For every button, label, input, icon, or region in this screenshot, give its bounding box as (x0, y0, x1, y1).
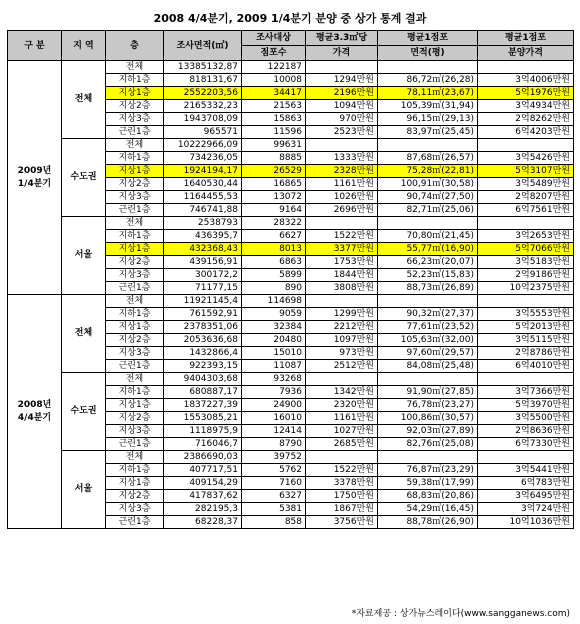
avg-price-cell: 2억9186만원 (478, 269, 574, 282)
avg-area-cell: 88,78㎡(26,90) (378, 516, 478, 529)
price-per-3-3-cell: 2320만원 (306, 399, 378, 412)
floor-cell: 지하1층 (106, 386, 164, 399)
count-cell: 93268 (242, 373, 306, 386)
count-cell: 21563 (242, 100, 306, 113)
price-per-3-3-cell: 1867만원 (306, 503, 378, 516)
area-cell: 716046,7 (164, 438, 242, 451)
price-per-3-3-cell: 970만원 (306, 113, 378, 126)
floor-cell: 지상3층 (106, 347, 164, 360)
region-label: 서울 (62, 451, 106, 529)
floor-cell: 지하1층 (106, 464, 164, 477)
avg-price-cell (478, 451, 574, 464)
price-per-3-3-cell: 1753만원 (306, 256, 378, 269)
price-per-3-3-cell: 2523만원 (306, 126, 378, 139)
price-per-3-3-cell: 2696만원 (306, 204, 378, 217)
price-per-3-3-cell (306, 451, 378, 464)
floor-cell: 전체 (106, 373, 164, 386)
price-per-3-3-cell (306, 139, 378, 152)
avg-area-cell (378, 373, 478, 386)
floor-cell: 전체 (106, 217, 164, 230)
report-title: 2008 4/4분기, 2009 1/4분기 분양 중 상가 통계 결과 (153, 12, 427, 25)
avg-price-cell: 3억5489만원 (478, 178, 574, 191)
price-per-3-3-cell (306, 61, 378, 74)
avg-price-cell: 3억5441만원 (478, 464, 574, 477)
price-per-3-3-cell: 3756만원 (306, 516, 378, 529)
avg-area-cell: 100,86㎡(30,57) (378, 412, 478, 425)
header-price33-l1: 평균3.3㎡당 (306, 31, 378, 46)
avg-area-cell: 83,97㎡(25,45) (378, 126, 478, 139)
period-label: 2008년 4/4분기 (8, 295, 62, 529)
floor-cell: 지상1층 (106, 87, 164, 100)
area-cell: 965571 (164, 126, 242, 139)
avg-price-cell: 3억5183만원 (478, 256, 574, 269)
header-avgarea-l1: 평균1점포 (378, 31, 478, 46)
count-cell: 6327 (242, 490, 306, 503)
avg-price-cell: 6억4203만원 (478, 126, 574, 139)
header-area: 조사면적(㎡) (164, 31, 242, 61)
count-cell: 13072 (242, 191, 306, 204)
avg-price-cell: 3억4934만원 (478, 100, 574, 113)
area-cell: 9404303,68 (164, 373, 242, 386)
count-cell: 122187 (242, 61, 306, 74)
avg-price-cell: 3억5115만원 (478, 334, 574, 347)
header-count-l2: 점포수 (242, 46, 306, 61)
price-per-3-3-cell: 3808만원 (306, 282, 378, 295)
avg-area-cell: 78,11㎡(23,67) (378, 87, 478, 100)
price-per-3-3-cell: 2212만원 (306, 321, 378, 334)
header-avgprice-l1: 평균1점포 (478, 31, 574, 46)
area-cell: 2538793 (164, 217, 242, 230)
price-per-3-3-cell: 1026만원 (306, 191, 378, 204)
price-per-3-3-cell: 1294만원 (306, 74, 378, 87)
floor-cell: 지상2층 (106, 256, 164, 269)
avg-price-cell: 10억2375만원 (478, 282, 574, 295)
avg-price-cell: 3억7366만원 (478, 386, 574, 399)
avg-price-cell: 2억8636만원 (478, 425, 574, 438)
floor-cell: 지상2층 (106, 412, 164, 425)
avg-price-cell: 6억783만원 (478, 477, 574, 490)
price-per-3-3-cell: 2196만원 (306, 87, 378, 100)
header-price33-l2: 가격 (306, 46, 378, 61)
price-per-3-3-cell: 1844만원 (306, 269, 378, 282)
count-cell: 15863 (242, 113, 306, 126)
area-cell: 2165332,23 (164, 100, 242, 113)
floor-cell: 지상2층 (106, 178, 164, 191)
avg-price-cell (478, 373, 574, 386)
floor-cell: 전체 (106, 61, 164, 74)
count-cell: 7160 (242, 477, 306, 490)
avg-price-cell: 2억8786만원 (478, 347, 574, 360)
avg-price-cell: 6억7561만원 (478, 204, 574, 217)
floor-cell: 근린1층 (106, 204, 164, 217)
price-per-3-3-cell (306, 373, 378, 386)
price-per-3-3-cell: 1161만원 (306, 178, 378, 191)
avg-area-cell: 84,08㎡(25,48) (378, 360, 478, 373)
table-row (8, 217, 574, 230)
table-body (8, 61, 574, 529)
region-label: 서울 (62, 217, 106, 295)
floor-cell: 지상3층 (106, 113, 164, 126)
floor-cell: 지상3층 (106, 269, 164, 282)
floor-cell: 지상2층 (106, 100, 164, 113)
count-cell: 9059 (242, 308, 306, 321)
region-label: 전체 (62, 61, 106, 139)
floor-cell: 근린1층 (106, 282, 164, 295)
area-cell: 11921145,4 (164, 295, 242, 308)
area-cell: 407717,51 (164, 464, 242, 477)
floor-cell: 지상3층 (106, 191, 164, 204)
avg-price-cell (478, 61, 574, 74)
avg-area-cell: 87,68㎡(26,57) (378, 152, 478, 165)
avg-area-cell: 86,72㎡(26,28) (378, 74, 478, 87)
count-cell: 32384 (242, 321, 306, 334)
price-per-3-3-cell: 2512만원 (306, 360, 378, 373)
avg-area-cell: 68,83㎡(20,86) (378, 490, 478, 503)
avg-price-cell: 3억5426만원 (478, 152, 574, 165)
count-cell: 15010 (242, 347, 306, 360)
avg-area-cell: 82,71㎡(25,06) (378, 204, 478, 217)
count-cell: 114698 (242, 295, 306, 308)
count-cell: 5762 (242, 464, 306, 477)
area-cell: 68228,37 (164, 516, 242, 529)
floor-cell: 지하1층 (106, 230, 164, 243)
avg-price-cell: 3억5500만원 (478, 412, 574, 425)
floor-cell: 근린1층 (106, 438, 164, 451)
avg-price-cell: 2억8207만원 (478, 191, 574, 204)
area-cell: 1640530,44 (164, 178, 242, 191)
period-label: 2009년 1/4분기 (8, 61, 62, 295)
area-cell: 1924194,17 (164, 165, 242, 178)
avg-price-cell: 3억2653만원 (478, 230, 574, 243)
area-cell: 2552203,56 (164, 87, 242, 100)
avg-area-cell: 88,73㎡(26,89) (378, 282, 478, 295)
area-cell: 409154,29 (164, 477, 242, 490)
price-per-3-3-cell: 1097만원 (306, 334, 378, 347)
area-cell: 1432866,4 (164, 347, 242, 360)
header-count-l1: 조사대상 (242, 31, 306, 46)
avg-area-cell (378, 139, 478, 152)
area-cell: 1118975,9 (164, 425, 242, 438)
area-cell: 1837227,39 (164, 399, 242, 412)
floor-cell: 지상3층 (106, 425, 164, 438)
region-label: 수도권 (62, 373, 106, 451)
area-cell: 417837,62 (164, 490, 242, 503)
avg-area-cell: 96,15㎡(29,13) (378, 113, 478, 126)
area-cell: 282195,3 (164, 503, 242, 516)
count-cell: 39752 (242, 451, 306, 464)
header-avgarea-l2: 면적(평) (378, 46, 478, 61)
count-cell: 6627 (242, 230, 306, 243)
floor-cell: 전체 (106, 451, 164, 464)
floor-cell: 지상1층 (106, 477, 164, 490)
count-cell: 24900 (242, 399, 306, 412)
count-cell: 5899 (242, 269, 306, 282)
table-row (8, 61, 574, 74)
avg-area-cell: 52,23㎡(15,83) (378, 269, 478, 282)
area-cell: 922393,15 (164, 360, 242, 373)
floor-cell: 전체 (106, 139, 164, 152)
avg-area-cell: 76,87㎡(23,29) (378, 464, 478, 477)
avg-area-cell: 70,80㎡(21,45) (378, 230, 478, 243)
area-cell: 10222966,09 (164, 139, 242, 152)
count-cell: 16010 (242, 412, 306, 425)
area-cell: 2386690,03 (164, 451, 242, 464)
table-row (8, 139, 574, 152)
avg-price-cell: 3억724만원 (478, 503, 574, 516)
avg-price-cell: 6억7330만원 (478, 438, 574, 451)
area-cell: 432368,43 (164, 243, 242, 256)
avg-price-cell: 5억3107만원 (478, 165, 574, 178)
count-cell: 8790 (242, 438, 306, 451)
avg-area-cell: 105,39㎡(31,94) (378, 100, 478, 113)
avg-price-cell: 2억8262만원 (478, 113, 574, 126)
avg-area-cell: 100,91㎡(30,58) (378, 178, 478, 191)
area-cell: 300172,2 (164, 269, 242, 282)
floor-cell: 지하1층 (106, 74, 164, 87)
avg-area-cell: 91,90㎡(27,85) (378, 386, 478, 399)
price-per-3-3-cell: 3378만원 (306, 477, 378, 490)
count-cell: 26529 (242, 165, 306, 178)
price-per-3-3-cell: 1342만원 (306, 386, 378, 399)
avg-area-cell: 54,29㎡(16,45) (378, 503, 478, 516)
area-cell: 734236,05 (164, 152, 242, 165)
avg-price-cell: 6억4010만원 (478, 360, 574, 373)
area-cell: 818131,67 (164, 74, 242, 87)
price-per-3-3-cell: 2685만원 (306, 438, 378, 451)
floor-cell: 근린1층 (106, 360, 164, 373)
avg-area-cell: 76,78㎡(23,27) (378, 399, 478, 412)
area-cell: 746741,88 (164, 204, 242, 217)
count-cell: 99631 (242, 139, 306, 152)
avg-area-cell (378, 61, 478, 74)
price-per-3-3-cell: 1161만원 (306, 412, 378, 425)
count-cell: 12414 (242, 425, 306, 438)
count-cell: 11596 (242, 126, 306, 139)
count-cell: 858 (242, 516, 306, 529)
count-cell: 11087 (242, 360, 306, 373)
count-cell: 20480 (242, 334, 306, 347)
avg-price-cell (478, 217, 574, 230)
floor-cell: 지하1층 (106, 152, 164, 165)
table-row (8, 373, 574, 386)
area-cell: 13385132,87 (164, 61, 242, 74)
count-cell: 6863 (242, 256, 306, 269)
price-per-3-3-cell: 1299만원 (306, 308, 378, 321)
avg-area-cell: 90,32㎡(27,37) (378, 308, 478, 321)
count-cell: 16865 (242, 178, 306, 191)
source-credit: *자료제공 : 상가뉴스레이다(www.sangganews.com) (351, 609, 570, 619)
avg-price-cell: 10억1036만원 (478, 516, 574, 529)
area-cell: 439156,91 (164, 256, 242, 269)
avg-area-cell: 66,23㎡(20,07) (378, 256, 478, 269)
area-cell: 1164455,53 (164, 191, 242, 204)
avg-area-cell: 55,77㎡(16,90) (378, 243, 478, 256)
price-per-3-3-cell: 3377만원 (306, 243, 378, 256)
avg-price-cell: 5억7066만원 (478, 243, 574, 256)
avg-area-cell: 82,76㎡(25,08) (378, 438, 478, 451)
price-per-3-3-cell: 1094만원 (306, 100, 378, 113)
count-cell: 28322 (242, 217, 306, 230)
avg-price-cell: 5억1976만원 (478, 87, 574, 100)
floor-cell: 지상1층 (106, 321, 164, 334)
price-per-3-3-cell: 1522만원 (306, 230, 378, 243)
avg-area-cell (378, 451, 478, 464)
avg-area-cell: 97,60㎡(29,57) (378, 347, 478, 360)
price-per-3-3-cell: 973만원 (306, 347, 378, 360)
floor-cell: 지상2층 (106, 490, 164, 503)
floor-cell: 근린1층 (106, 516, 164, 529)
region-label: 전체 (62, 295, 106, 373)
area-cell: 71177,15 (164, 282, 242, 295)
header-floor: 층 (106, 31, 164, 61)
price-per-3-3-cell: 1750만원 (306, 490, 378, 503)
avg-price-cell: 5억3970만원 (478, 399, 574, 412)
count-cell: 5381 (242, 503, 306, 516)
floor-cell: 근린1층 (106, 126, 164, 139)
count-cell: 10008 (242, 74, 306, 87)
count-cell: 8013 (242, 243, 306, 256)
table-row (8, 451, 574, 464)
price-per-3-3-cell (306, 295, 378, 308)
region-label: 수도권 (62, 139, 106, 217)
price-per-3-3-cell: 1522만원 (306, 464, 378, 477)
area-cell: 680887,17 (164, 386, 242, 399)
header-row-1 (8, 31, 574, 46)
area-cell: 2378351,06 (164, 321, 242, 334)
header-region: 지 역 (62, 31, 106, 61)
avg-area-cell (378, 295, 478, 308)
area-cell: 436395,7 (164, 230, 242, 243)
count-cell: 8885 (242, 152, 306, 165)
floor-cell: 지하1층 (106, 308, 164, 321)
avg-area-cell: 59,38㎡(17,99) (378, 477, 478, 490)
price-per-3-3-cell: 1333만원 (306, 152, 378, 165)
price-per-3-3-cell: 1027만원 (306, 425, 378, 438)
area-cell: 2053636,68 (164, 334, 242, 347)
avg-price-cell: 5억2013만원 (478, 321, 574, 334)
floor-cell: 지상1층 (106, 399, 164, 412)
count-cell: 7936 (242, 386, 306, 399)
table-row (8, 295, 574, 308)
header-period: 구 분 (8, 31, 62, 61)
avg-area-cell: 105,63㎡(32,00) (378, 334, 478, 347)
avg-price-cell: 3억5553만원 (478, 308, 574, 321)
avg-area-cell: 92,03㎡(27,89) (378, 425, 478, 438)
header-avgprice-l2: 분양가격 (478, 46, 574, 61)
price-per-3-3-cell: 2328만원 (306, 165, 378, 178)
area-cell: 761592,91 (164, 308, 242, 321)
avg-area-cell (378, 217, 478, 230)
floor-cell: 전체 (106, 295, 164, 308)
floor-cell: 지상2층 (106, 334, 164, 347)
price-per-3-3-cell (306, 217, 378, 230)
avg-area-cell: 90,74㎡(27,50) (378, 191, 478, 204)
count-cell: 34417 (242, 87, 306, 100)
avg-price-cell: 3억4006만원 (478, 74, 574, 87)
floor-cell: 지상1층 (106, 165, 164, 178)
area-cell: 1943708,09 (164, 113, 242, 126)
avg-area-cell: 75,28㎡(22,81) (378, 165, 478, 178)
statistics-table (7, 30, 574, 529)
count-cell: 9164 (242, 204, 306, 217)
area-cell: 1553085,21 (164, 412, 242, 425)
floor-cell: 지상1층 (106, 243, 164, 256)
avg-price-cell: 3억6495만원 (478, 490, 574, 503)
floor-cell: 지상3층 (106, 503, 164, 516)
avg-price-cell (478, 295, 574, 308)
avg-area-cell: 77,61㎡(23,52) (378, 321, 478, 334)
count-cell: 890 (242, 282, 306, 295)
avg-price-cell (478, 139, 574, 152)
